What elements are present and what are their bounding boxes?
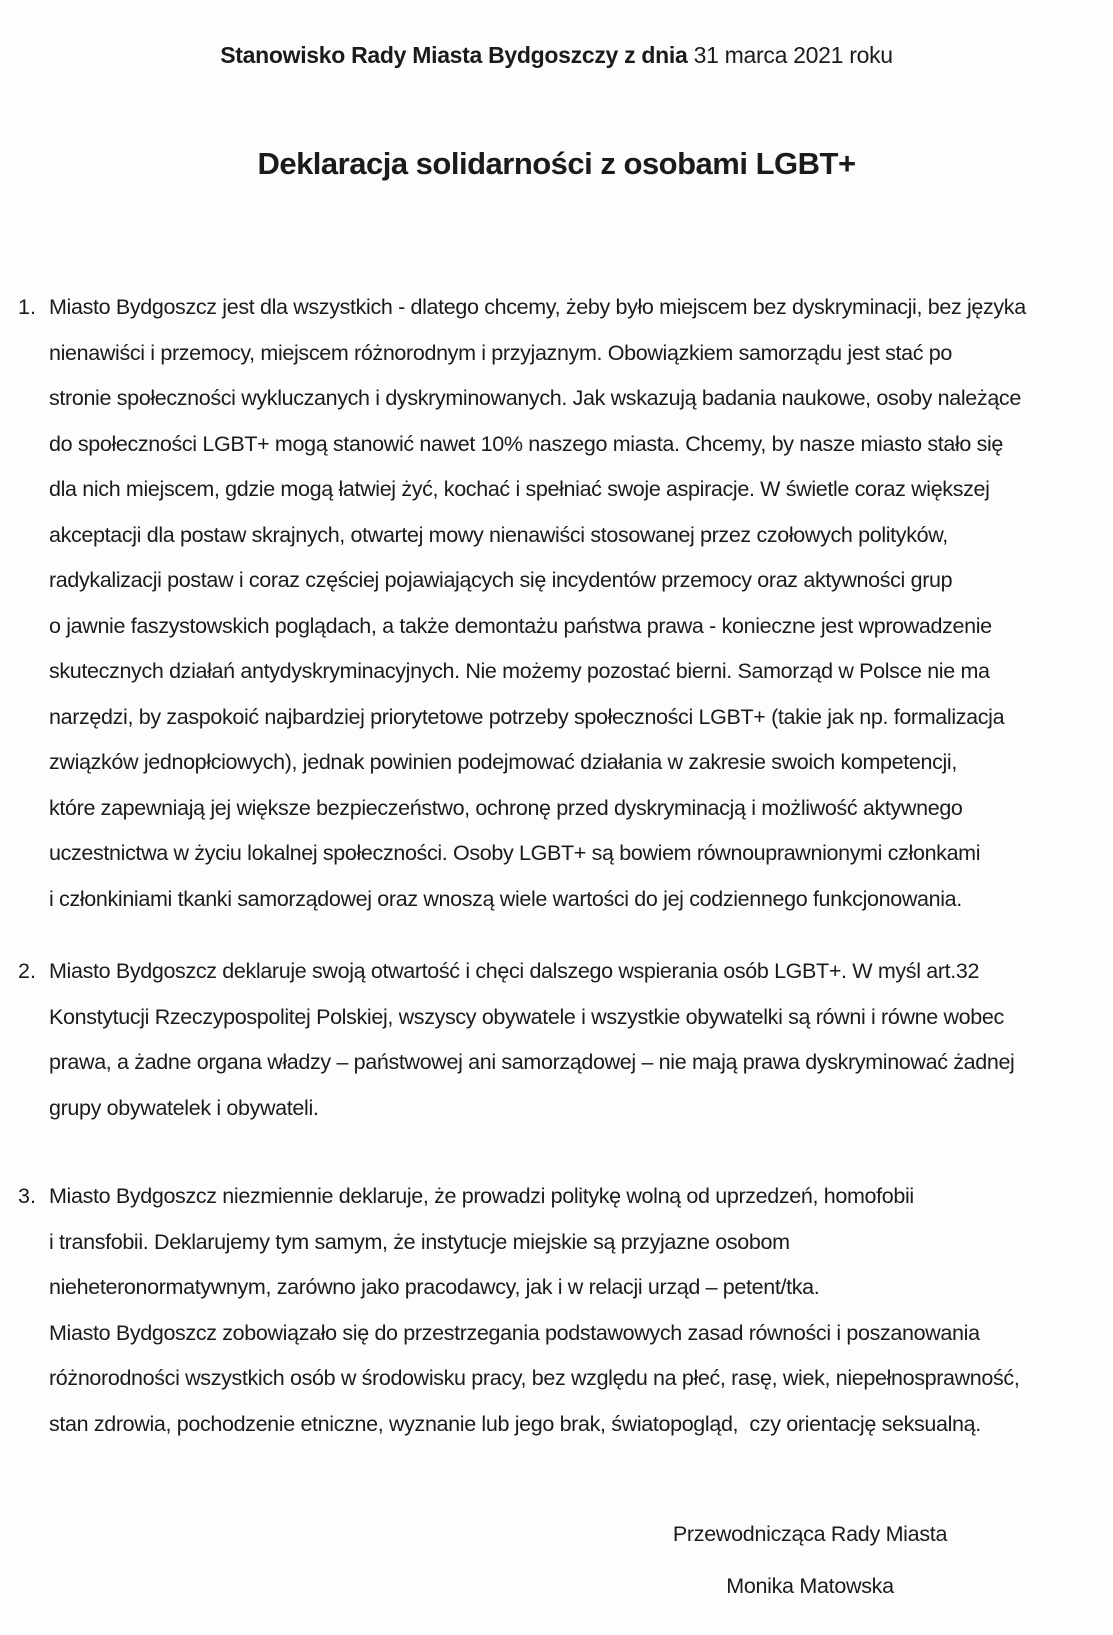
paragraph-line: które zapewniają jej większe bezpieczeństwo, ochronę przed dyskryminacją i możliwość aktywnego — [49, 795, 963, 820]
paragraph-line: prawa, a żadne organa władzy – państwowej ani samorządowej – nie mają prawa dyskryminować żadnej — [49, 1050, 1015, 1074]
paragraph-line: związków jednopłciowych), jednak powinien podejmować działania w zakresie swoich kompetencji, — [49, 750, 957, 774]
paragraph-line: i członkiniami tkanki samorządowej oraz wnoszą wiele wartości do jej codziennego funkcjonowania. — [49, 886, 962, 911]
paragraph-line: Konstytucji Rzeczypospolitej Polskiej, wszyscy obywatele i wszystkie obywatelki są równi i równe wobec — [49, 1004, 1004, 1029]
paragraph-line: grupy obywatelek i obywateli. — [49, 1095, 319, 1120]
signature-block — [610, 1508, 1010, 1612]
signature-name: Monika Matowska — [726, 1574, 894, 1598]
paragraph-line: Miasto Bydgoszcz jest dla wszystkich - dlatego chcemy, żeby było miejscem bez dyskryminacji, bez języka — [49, 295, 1026, 319]
paragraph-line: stronie społeczności wykluczanych i dyskryminowanych. Jak wskazują badania naukowe, osoby należące — [49, 386, 1021, 410]
header-title-bold: Stanowisko Rady Miasta Bydgoszczy z dnia — [220, 42, 688, 68]
paragraph-line: różnorodności wszystkich osób w środowisku pracy, bez względu na płeć, rasę, wiek, niepełnosprawność, — [49, 1366, 1020, 1390]
list-item-3 — [0, 1174, 1113, 1447]
header-date: 31 marca 2021 roku — [687, 42, 893, 68]
paragraph-line: nienawiści i przemocy, miejscem różnorodnym i przyjaznym. Obowiązkiem samorządu jest stać po — [49, 340, 952, 365]
paragraph-line: radykalizacji postaw i coraz częściej pojawiających się incydentów przemocy oraz aktywności grup — [49, 568, 953, 592]
paragraph-line: do społeczności LGBT+ mogą stanowić nawet 10% naszego miasta. Chcemy, by nasze miasto stało się — [49, 431, 1004, 456]
paragraph-line: o jawnie faszystowskich poglądach, a także demontażu państwa prawa - konieczne jest wprowadzenie — [49, 613, 992, 638]
document-title: Deklaracja solidarności z osobami LGBT+ — [257, 146, 856, 181]
item-number: 3. — [18, 1184, 36, 1208]
item-number: 1. — [18, 295, 36, 319]
paragraph-line: Miasto Bydgoszcz zobowiązało się do przestrzegania podstawowych zasad równości i poszanowania — [49, 1320, 980, 1345]
document-header — [0, 0, 1113, 72]
signature-role: Przewodnicząca Rady Miasta — [672, 1522, 948, 1546]
paragraph-line: Miasto Bydgoszcz deklaruje swoją otwartość i chęci dalszego wspierania osób LGBT+. W myśl art.32 — [49, 959, 980, 983]
list-item-1 — [0, 285, 1113, 922]
paragraph-line: Miasto Bydgoszcz niezmiennie deklaruje, że prowadzi politykę wolną od uprzedzeń, homofobii — [49, 1184, 914, 1208]
paragraph-line: i transfobii. Deklarujemy tym samym, że instytucje miejskie są przyjazne osobom — [49, 1229, 790, 1254]
paragraph-line: dla nich miejscem, gdzie mogą łatwiej żyć, kochać i spełniać swoje aspiracje. W świetle coraz większej — [49, 477, 990, 501]
paragraph-line: akceptacji dla postaw skrajnych, otwartej mowy nienawiści stosowanej przez czołowych polityków, — [49, 522, 948, 547]
paragraph-line: nieheteronormatywnym, zarówno jako pracodawcy, jak i w relacji urząd – petent/tka. — [49, 1275, 820, 1299]
paragraph-line: narzędzi, by zaspokoić najbardziej priorytetowe potrzeby społeczności LGBT+ (takie jak np. formalizacja — [49, 704, 1005, 729]
paragraph-line: skutecznych działań antydyskryminacyjnych. Nie możemy pozostać bierni. Samorząd w Polsce nie ma — [49, 659, 990, 683]
paragraph-line: uczestnictwa w życiu lokalnej społeczności. Osoby LGBT+ są bowiem równouprawnionymi członkami — [49, 841, 981, 865]
item-number: 2. — [18, 959, 36, 983]
numbered-list — [0, 285, 1113, 1447]
list-item-2 — [0, 949, 1113, 1131]
paragraph-line: stan zdrowia, pochodzenie etniczne, wyznanie lub jego brak, światopogląd, czy orientację seksualną. — [49, 1411, 981, 1436]
